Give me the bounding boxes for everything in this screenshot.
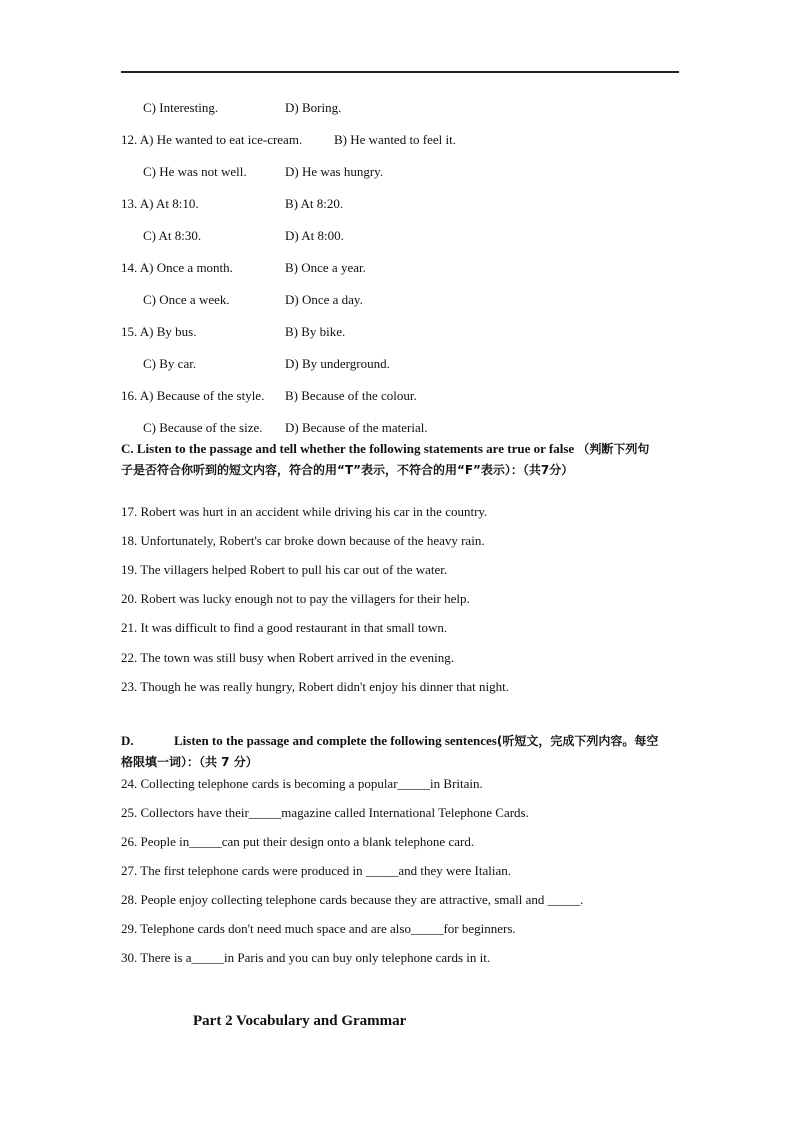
option-row: [143, 420, 428, 436]
option-a: C) At 8:30.: [143, 228, 202, 243]
question-13: [121, 196, 344, 212]
statement-item: 17. Robert was hurt in an accident while driving his car in the country.: [121, 504, 488, 519]
fill-blank-item: 24. Collecting telephone cards is becoming a popular_____in Britain.: [121, 776, 483, 791]
statement-item: 20. Robert was lucky enough not to pay the villagers for their help.: [121, 591, 470, 606]
section-d-instruction-cn: (听短文，完成下列内容。每空: [496, 734, 659, 748]
option-b: D) Once a day.: [285, 292, 363, 307]
option-b: D) At 8:00.: [285, 228, 344, 243]
option-row: [143, 164, 384, 180]
option-b: D) Boring.: [285, 100, 342, 115]
fill-blank-item: 25. Collectors have their_____magazine called International Telephone Cards.: [121, 805, 529, 820]
section-c-instruction-en: C. Listen to the passage and tell whether the following statements are true or false: [121, 441, 578, 456]
header-rule: [121, 71, 679, 73]
option-b: D) He was hungry.: [285, 164, 384, 179]
fill-blank-item: 28. People enjoy collecting telephone cards because they are attractive, small and _____.: [121, 892, 584, 907]
option-a: C) By car.: [143, 356, 197, 371]
fill-blank-item: 29. Telephone cards don't need much space and are also_____for beginners.: [121, 921, 516, 936]
section-d-heading-line2: 格限填一词）：（共 7 分）: [121, 755, 258, 769]
question-12: [121, 132, 457, 148]
section-d-heading: [121, 733, 659, 749]
part-2-title: Part 2 Vocabulary and Grammar: [193, 1013, 407, 1029]
section-c-instruction-cn: （判断下列句: [577, 442, 650, 456]
option-row: [143, 356, 390, 372]
fill-blank-item: 27. The first telephone cards were produced in _____and they were Italian.: [121, 863, 511, 878]
section-d-label: D.: [121, 733, 134, 748]
statement-item: 19. The villagers helped Robert to pull his car out of the water.: [121, 562, 448, 577]
question-14: [121, 260, 366, 276]
section-d-instruction-en: Listen to the passage and complete the following sentences: [174, 733, 497, 748]
option-b: B) He wanted to feel it.: [334, 132, 457, 147]
option-a: C) Interesting.: [143, 100, 219, 115]
option-a: C) Once a week.: [143, 292, 230, 307]
option-b: D) Because of the material.: [285, 420, 428, 435]
option-row: [143, 292, 363, 308]
fill-blank-item: 30. There is a_____in Paris and you can buy only telephone cards in it.: [121, 950, 491, 965]
option-row: [143, 228, 344, 244]
option-a: 12. A) He wanted to eat ice-cream.: [121, 132, 303, 147]
option-b: B) At 8:20.: [285, 196, 344, 211]
option-b: D) By underground.: [285, 356, 390, 371]
section-c-heading: [121, 441, 649, 457]
option-row: [143, 100, 342, 116]
option-a: C) He was not well.: [143, 164, 247, 179]
section-d-instruction: [174, 733, 658, 749]
option-a: 15. A) By bus.: [121, 324, 197, 339]
section-c-heading-line2: 子是否符合你听到的短文内容，符合的用“T”表示，不符合的用“F”表示）：（共7分）: [121, 463, 574, 477]
option-b: B) Because of the colour.: [285, 388, 417, 403]
option-b: B) Once a year.: [285, 260, 366, 275]
option-a: 14. A) Once a month.: [121, 260, 233, 275]
statement-item: 18. Unfortunately, Robert's car broke down because of the heavy rain.: [121, 533, 485, 548]
option-a: 13. A) At 8:10.: [121, 196, 199, 211]
option-b: B) By bike.: [285, 324, 346, 339]
statement-item: 21. It was difficult to find a good restaurant in that small town.: [121, 620, 448, 635]
question-15: [121, 324, 346, 340]
option-a: C) Because of the size.: [143, 420, 263, 435]
statement-item: 23. Though he was really hungry, Robert didn't enjoy his dinner that night.: [121, 679, 509, 694]
statement-item: 22. The town was still busy when Robert arrived in the evening.: [121, 650, 455, 665]
question-16: [121, 388, 417, 404]
fill-blank-item: 26. People in_____can put their design onto a blank telephone card.: [121, 834, 475, 849]
option-a: 16. A) Because of the style.: [121, 388, 265, 403]
